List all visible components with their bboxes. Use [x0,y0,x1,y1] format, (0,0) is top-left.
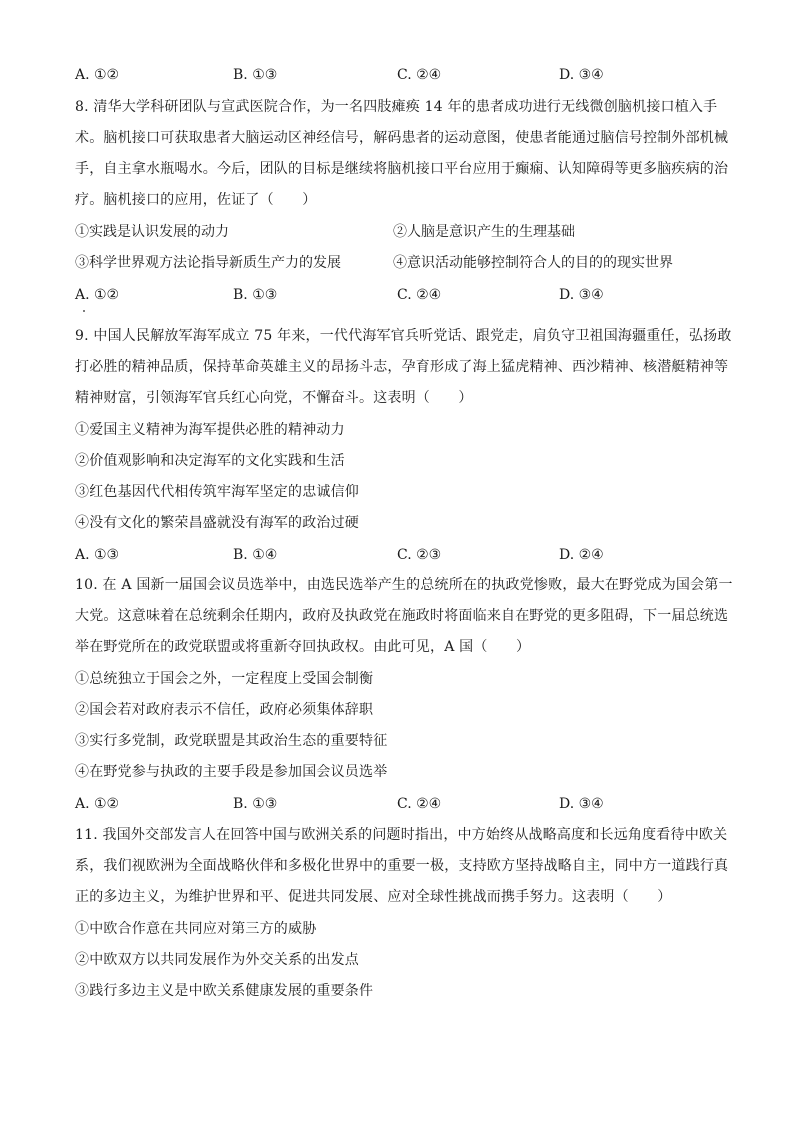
q8-choice-d: D. ③④ [559,287,604,303]
q8-option-3: ③科学世界观方法论指导新质生产力的发展 [75,255,341,271]
q8-options-row-1 [75,222,725,242]
q10-option-3: ③实行多党制，政党联盟是其政治生态的重要特征 [75,733,388,749]
q8-stem-line-4: 疗。脑机接口的应用，佐证了（ ） [75,192,317,208]
q10-choice-c: C. ②④ [397,796,442,812]
q7-choice-b: B. ①③ [233,67,278,83]
q7-choice-d: D. ③④ [559,67,604,83]
q7-choice-a: A. ①② [75,67,120,83]
q10-option-2: ②国会若对政府表示不信任，政府必须集体辞职 [75,702,374,718]
q11-option-2: ②中欧双方以共同发展作为外交关系的出发点 [75,952,359,968]
q11-stem-line-2: 系，我们视欧洲为全面战略伙伴和多极化世界中的重要一极，支持欧方坚持战略自主，同中方一道践行真 [75,858,729,874]
q9-stem-line-3: 精神财富，引领海军官兵红心向党，不懈奋斗。这表明（ ） [75,390,473,406]
q10-choice-d: D. ③④ [559,796,604,812]
q9-option-2: ②价值观影响和决定海军的文化实践和生活 [75,453,345,469]
q8-stem-line-1: 8. 清华大学科研团队与宣武医院合作，为一名四肢瘫痪 14 年的患者成功进行无线微创脑机接口植入手 [75,99,718,115]
q9-choices [75,545,725,565]
q9-choice-c: C. ②③ [397,547,442,563]
stray-dot-mark [83,310,85,312]
q8-options-row-2 [75,253,725,273]
q7-choices [75,65,725,85]
q9-option-3: ③红色基因代代相传筑牢海军坚定的忠诚信仰 [75,484,359,500]
q8-stem-line-3: 手，自主拿水瓶喝水。今后，团队的目标是继续将脑机接口平台应用于癫痫、认知障碍等更多脑疾病的治 [75,161,729,177]
q10-option-4: ④在野党参与执政的主要手段是参加国会议员选举 [75,764,388,780]
q10-choices [75,794,725,814]
q10-stem-line-2: 大党。这意味着在总统剩余任期内，政府及执政党在施政时将面临来自在野党的更多阻碍，下一届总统选 [75,608,729,624]
q9-choice-d: D. ②④ [559,547,604,563]
q10-choice-a: A. ①② [75,796,120,812]
q8-option-4: ④意识活动能够控制符合人的目的的现实世界 [393,255,673,271]
q8-stem-line-2: 术。脑机接口可获取患者大脑运动区神经信号，解码患者的运动意图，使患者能通过脑信号控制外部机械 [75,130,729,146]
q10-choice-b: B. ①③ [233,796,278,812]
q8-choices [75,285,725,305]
q10-option-1: ①总统独立于国会之外，一定程度上受国会制衡 [75,671,374,687]
q10-stem-line-3: 举在野党所在的政党联盟或将重新夺回执政权。由此可见，A 国（ ） [75,639,531,655]
q8-choice-c: C. ②④ [397,287,442,303]
q8-choice-b: B. ①③ [233,287,278,303]
q8-choice-a: A. ①② [75,287,120,303]
q11-option-3: ③践行多边主义是中欧关系健康发展的重要条件 [75,983,374,999]
q9-option-4: ④没有文化的繁荣昌盛就没有海军的政治过硬 [75,515,359,531]
q9-choice-b: B. ①④ [233,547,278,563]
q9-stem-line-1: 9. 中国人民解放军海军成立 75 年来，一代代海军官兵听党话、跟党走，肩负守卫祖国海疆重任，弘扬敢 [75,328,732,344]
q8-option-1: ①实践是认识发展的动力 [75,224,229,240]
q7-choice-c: C. ②④ [397,67,442,83]
q11-option-1: ①中欧合作意在共同应对第三方的威胁 [75,921,317,937]
q11-stem-line-3: 正的多边主义，为维护世界和平、促进共同发展、应对全球性挑战而携手努力。这表明（ ） [75,889,672,905]
q11-stem-line-1: 11. 我国外交部发言人在回答中国与欧洲关系的问题时指出，中方始终从战略高度和长远角度看待中欧关 [75,827,728,843]
q9-stem-line-2: 打必胜的精神品质，保持革命英雄主义的昂扬斗志，孕育形成了海上猛虎精神、西沙精神、核潜艇精神等 [75,359,729,375]
q8-option-2: ②人脑是意识产生的生理基础 [393,224,575,240]
q10-stem-line-1: 10. 在 A 国新一届国会议员选举中，由选民选举产生的总统所在的执政党惨败，最大在野党成为国会第一 [75,577,733,593]
q9-option-1: ①爱国主义精神为海军提供必胜的精神动力 [75,422,345,438]
q9-choice-a: A. ①③ [75,547,120,563]
